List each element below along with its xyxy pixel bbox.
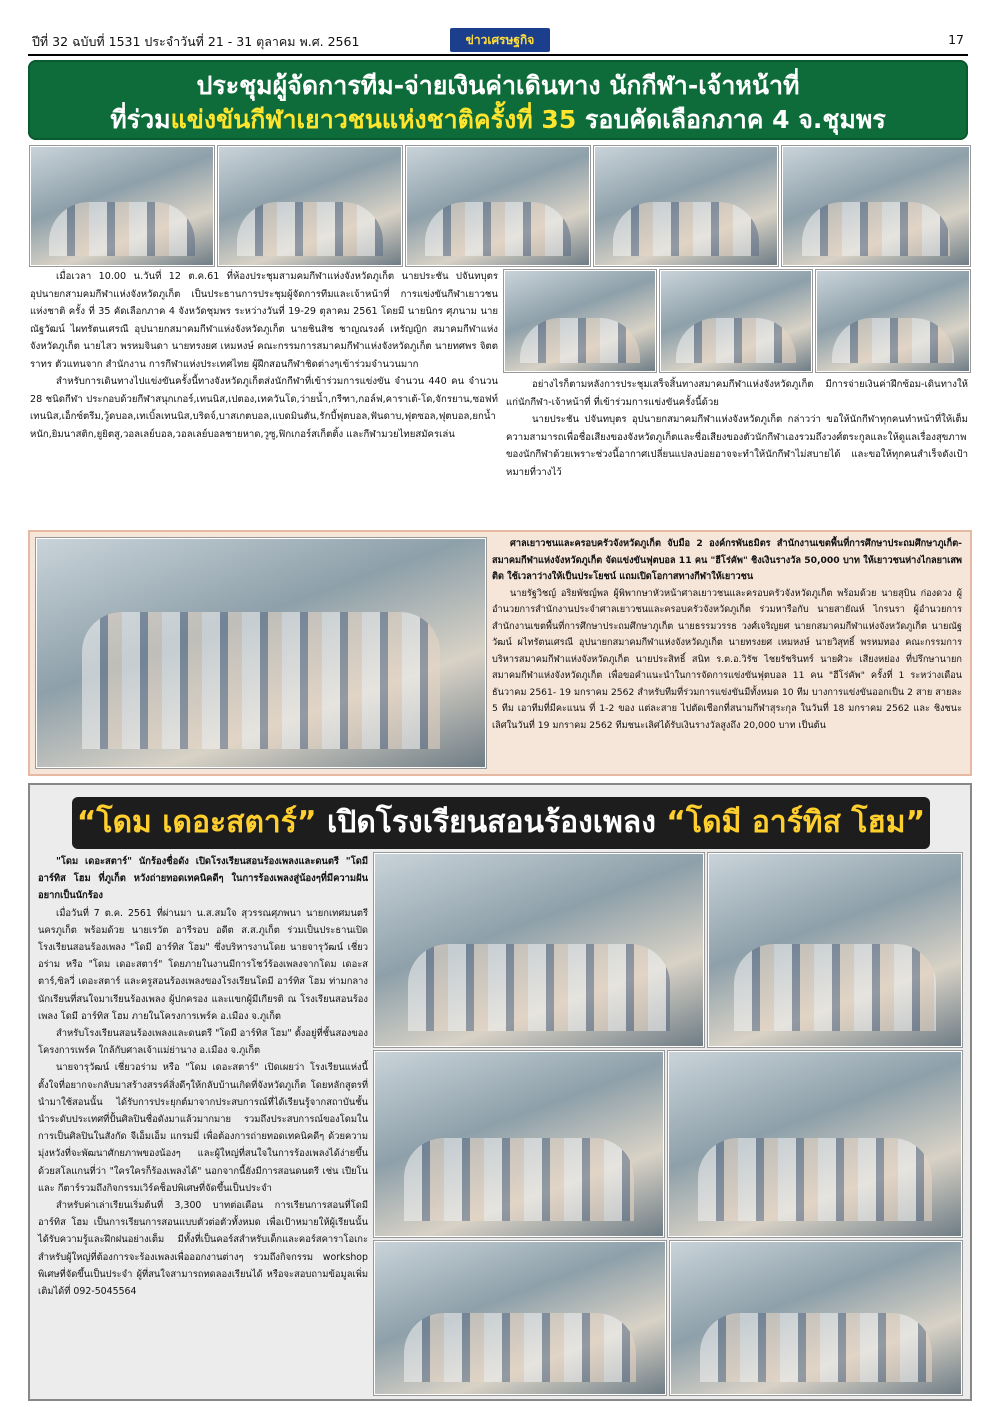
headline-line-2 [28,100,968,140]
masthead-bar [28,28,968,56]
headline-part-c: รอบคัดเลือกภาค 4 จ.ชุมพร [576,105,886,134]
singing-school-article-box [28,783,972,1401]
headline-highlight: แข่งขันกีฬาเยาวชนแห่งชาติครั้งที่ 35 [170,105,577,134]
football-lead: ศาลเยาวชนและครอบครัวจังหวัดภูเก็ต จับมือ 2 องค์กรพันธมิตร สำนักงานเขตพื้นที่การศึกษาประถมศึกษาภูเก็ต-สมาคมกีฬาแห่งจังหวัดภูเก็ต จัดแข่งขันฟุตบอล 11 คน "ฮีโร่คัพ" ชิงเงินรางวัล 50,000 บาท ให้เยาวชนห่างไกลยาเสพติด ใช้เวลาว่างให้เป็นประโยชน์ แถมเปิดโอกาสทางกีฬาให้เยาวชน [492,538,962,582]
article1-paragraph: อย่างไรก็ตามหลังการประชุมเสร็จสิ้นทางสมาคมกีฬาแห่งจังหวัดภูเก็ต มีการจ่ายเงินค่าฝึกซ้อม-เดินทางให้แก่นักกีฬา-เจ้าหน้าที่ ที่เข้าร่วมการแข่งขันครั้งนี้ด้วย [506,379,968,408]
singing-paragraph: เมื่อวันที่ 7 ต.ค. 2561 ที่ผ่านมา น.ส.สมใจ สุวรรณศุภพนา นายกเทศมนตรีนครภูเก็ต พร้อมด้วย นายเรวัต อารีรอบ อดีต ส.ส.ภูเก็ต ร่วมเป็นประธานเปิดโรงเรียนสอนร้องเพลง "โดมี อาร์ทิส โฮม" ซึ่งบริหารงานโดย นายจารุวัฒน์ เชี่ยวอร่าม หรือ "โดม เดอะสตาร์" โดยภายในงานมีการโชว์ร้องเพลงจากโดม เดอะสตาร์,ซิลวี่ เดอะสตาร์ และครูสอนร้องเพลงของโรงเรียนโดมี อาร์ทิส โฮม ท่ามกลางนักเรียนที่สนใจมาเรียนร้องเพลง ผู้ปกครอง และแขกผู้มีเกียรติ ณ โรงเรียนสอนร้องเพลง โดมี อาร์ทิส โฮม ภายในโครงการเพร์ค อ.เมือง จ.ภูเก็ต [38,907,368,1022]
headline-line-1: ประชุมผู้จัดการทีม-จ่ายเงินค่าเดินทาง นักกีฬา-เจ้าหน้าที่ [196,71,800,100]
singing-paragraph: นายจารุวัฒน์ เชี่ยวอร่าม หรือ "โดม เดอะสตาร์" เปิดเผยว่า โรงเรียนแห่งนี้ตั้งใจที่อยากจะกลับมาสร้างสรรค์สิ่งดีๆให้กลับบ้านเกิดที่จังหวัดภูเก็ต โดยหลักสูตรที่นำมาใช้สอนนั้น ได้รับการประยุกต์มาจากประสบการณ์ที่ได้เรียนรู้จากสถาบันชั้นนำระดับประเทศที่ปั้นศิลปินชื่อดังมาแล้วมากมาย รวมถึงประสบการณ์ของโดมในการเป็นศิลปินในสังกัด จีเอ็มเอ็ม แกรมมี่ เพื่อต้องการถ่ายทอดเทคนิคดีๆ ด้วยความมุ่งหวังที่จะพัฒนาศักยภาพของน้องๆ และผู้ใหญ่ที่สนใจในการร้องเพลงได้ง่ายขึ้น ด้วยสโลแกนที่ว่า "ใครใครก็ร้องเพลงได้" นอกจากนี้ยังมีการสอนดนตรี เช่น เปียโน และ กีตาร์รวมถึงกิจกรรมเวิร์คช็อปพิเศษที่จัดขึ้นเป็นประจำ [38,1062,368,1194]
meeting-photo-8 [816,270,970,372]
article1-column-2 [506,376,968,481]
singing-paragraph: สำหรับโรงเรียนสอนร้องเพลงและดนตรี "โดมี อาร์ทิส โฮม" ตั้งอยู่ที่ชั้นสองของโครงการเพร์ค ใกล้กับศาลเจ้าแม่ย่านาง อ.เมือง จ.ภูเก็ต [38,1028,369,1057]
meeting-photo-3 [406,146,590,266]
singing-school-headline [72,797,930,849]
singing-lead: "โดม เดอะสตาร์" นักร้องชื่อดัง เปิดโรงเรียนสอนร้องเพลงและดนตรี "โดมี อาร์ทิส โฮม ที่ภูเก็ต หวังถ่ายทอดเทคนิคดีๆ ในการร้องเพลงสู่น้องๆที่มีความฝันอยากเป็นนักร้อง [38,856,368,902]
football-article-text [492,536,962,734]
headline-banner [28,60,968,140]
singing-school-text [38,853,368,1300]
newspaper-logo: ข่าวเศรษฐกิจ [450,28,550,52]
solo-performance-photo [670,1241,962,1395]
students-photo [374,1051,664,1237]
meeting-photo-1 [30,146,214,266]
singing-paragraph: สำหรับค่าเล่าเรียนเริ่มต้นที่ 3,300 บาทต่อเดือน การเรียนการสอนที่โดมี อาร์ทิส โฮม เป็นการเรียนการสอนแบบตัวต่อตัวทั้งหมด เพื่อเป้าหมายให้ผู้เรียนนั้นได้รับความรู้และฝึกฝนอย่างเต็ม มีทั้งที่เป็นคอร์สสำหรับเด็กและคอร์สคาราโอเกะสำหรับผู้ใหญ่ที่ต้องการจะร้องเพลงเพื่อออกงานต่างๆ รวมถึงกิจกรรม workshop พิเศษที่จัดขึ้นเป็นประจำ ผู้ที่สนใจสามารถทดลองเรียนได้ หรือจะสอบถามข้อมูลเพิ่มเติมได้ที่ 092-5045564 [38,1200,368,1298]
headline-name-1: “โดม เดอะสตาร์” [76,805,317,840]
headline-name-2: “โดมี อาร์ทิส โฮม” [666,805,926,840]
meeting-photo-6 [504,270,656,372]
article1-column-1 [30,268,498,443]
article1-paragraph: สำหรับการเดินทางไปแข่งขันครั้งนี้ทางจังหวัดภูเก็ตส่งนักกีฬาที่เข้าร่วมการแข่งขัน จำนวน 440 คน จำนวน 28 ชนิดกีฬา ประกอบด้วยกีฬาสนุกเกอร์,เทนนิส,เปตอง,เทควันโด,ว่ายน้ำ,กรีฑา,กอล์ฟ,คาราเต้-โด,จักรยาน,ซอฟท์เทนนิส,เอ็กซ์ตรีม,วู้ดบอล,เทเบิ้ลเทนนิส,บริดจ์,บาสเกตบอล,แบดมินตัน,รักบี้ฟุตบอล,ฟันดาบ,ฟุตซอล,ฟุตบอล,ยกน้ำหนัก,ยิมนาสติก,ยูยิตสู,วอลเลย์บอล,วอลเลย์บอลชายหาด,วูซู,ฟิกเกอร์สเก็ตติ้ง และกีฬามวยไทยสมัครเล่น [30,376,498,440]
meeting-photo-5 [782,146,970,266]
opening-photo [374,853,704,1047]
meeting-photo-7 [660,270,812,372]
meeting-photo-2 [218,146,402,266]
headline-part-a: ที่ร่วม [110,105,171,134]
headline-middle: เปิดโรงเรียนสอนร้องเพลง [316,805,667,840]
group-photo [36,538,486,768]
ribbon-photo [708,853,962,1047]
page-number: 17 [948,32,964,47]
article1-paragraph: เมื่อเวลา 10.00 น.วันที่ 12 ต.ค.61 ที่ห้องประชุมสามคมกีฬาแห่งจังหวัดภูเก็ต นายประชัน ปจันทบุตร อุปนายกสามคมกีฬาแห่งจังหวัดภูเก็ต เป็นประธานการประชุมผู้จัดการทีมและเจ้าหน้าที่ การแข่งขันกีฬาเยาวชนแห่งชาติ ครั้ง ที่ 35 คัดเลือกภาค 4 จังหวัดชุมพร ระหว่างวันที่ 19-29 ตุลาคม 2561 โดยมี นายนิกร ศุภนาม นายณัฐวัฒน์ ไผทรัตนเศรณี อุปนายกสมาคมกีฬาแห่งจังหวัดภูเก็ต นายชินสิช ชาญณรงค์ เหรัญญิก สมาคมกีฬาแห่งจังหวัดภูเก็ต นายไสว พรหมจินดา นายทรงยศ เหมหงษ์ คณะกรรมการสมาคมกีฬาแห่งจังหวัดภูเก็ต นายทศพร จิตตราทร ตัวแทนจาก สำนักงาน การกีฬาแห่งประเทศไทย ผู้ฝึกสอนกีฬาชิดต่างๆเข้าร่วมจำนวนมาก [30,271,498,370]
celebration-photo [668,1051,962,1237]
football-article-box [28,530,972,776]
article1-paragraph: นายประชัน ปจันทบุตร อุปนายกสมาคมกีฬาแห่งจังหวัดภูเก็ต กล่าวว่า ขอให้นักกีฬาทุกคนทำหน้าที่ให้เต็มความสามารถเพื่อชื่อเสียงของจังหวัดภูเก็ตและชื่อเสียงของตัวนักกีฬาเองรวมถึงวงศ์ตระกูลและให้ดูแลเรื่องสุขภาพของนักกีฬาด้วยเพราะช่วงนี้อากาศเปลี่ยนแปลงบ่อยอาจจะทำให้นักกีฬาไม่สบายได้ และขอให้ทุกคนสำเร็จดังเป้าหมายที่วางไว้ [506,414,968,478]
issue-line: ปีที่ 32 ฉบับที่ 1531 ประจำวันที่ 21 - 31 ตุลาคม พ.ศ. 2561 [32,34,360,49]
football-body: นายรัฐวิชญ์ อริยพัชญ์พล ผู้พิพากษาหัวหน้าศาลเยาวชนและครอบครัวจังหวัดภูเก็ต พร้อมด้วย นายสุบิน ก่องดวง ผู้อำนวยการสำนักงานประจำศาลเยาวชนและครอบครัวจังหวัดภูเก็ต ร่วมหารือกับ นายสายัณห์ ไกรนรา ผู้อำนวยการสำนักงานเขตพื้นที่การศึกษาประถมศึกษาภูเก็ต นายธรรมวรรธ วงศ์เจริญยศ นายกสมาคมกีฬาแห่งจังหวัดภูเก็ต นายณัฐวัฒน์ ผไทรัตนเศรณี อุปนายกสมาคมกีฬาแห่งจังหวัดภูเก็ต นายทรงยศ เหมหงษ์ นายวิสุทธิ์ พรหมทอง คณะกรรมการบริหารสมาคมกีฬาแห่งจังหวัดภูเก็ต นายประสิทธิ์ สนิท ร.ต.อ.วิรัช ไชยรัชรินทร์ นายศิวะ เสียงหย่อง ที่ปรึกษานายกสมาคมกีฬาแห่งจังหวัดภูเก็ต เพื่อขอคำแนะนำในการจัดการแข่งขันฟุตบอล 11 คน "ฮีโร่คัพ" ครั้งที่ 1 ระหว่างเดือนธันวาคม 2561- 19 มกราคม 2562 สำหรับทีมที่ร่วมการแข่งขันมีทั้งหมด 10 ทีม บางการแข่งขันออกเป็น 2 สาย สายละ 5 ทีม เอาทีมที่มีคะแนน ที่ 1-2 ของ แต่ละสาย ไปตัดเชือกที่สนามกีฬาสุระกุล ในวันที่ 18 มกราคม 2562 และ ชิงชนะเลิศในวันที่ 19 มกราคม 2562 ทีมชนะเลิศได้รับเงินรางวัลสูงถึง 20,000 บาท เป็นต้น [492,587,962,731]
meeting-photo-4 [594,146,778,266]
duet-performance-photo [374,1241,666,1395]
